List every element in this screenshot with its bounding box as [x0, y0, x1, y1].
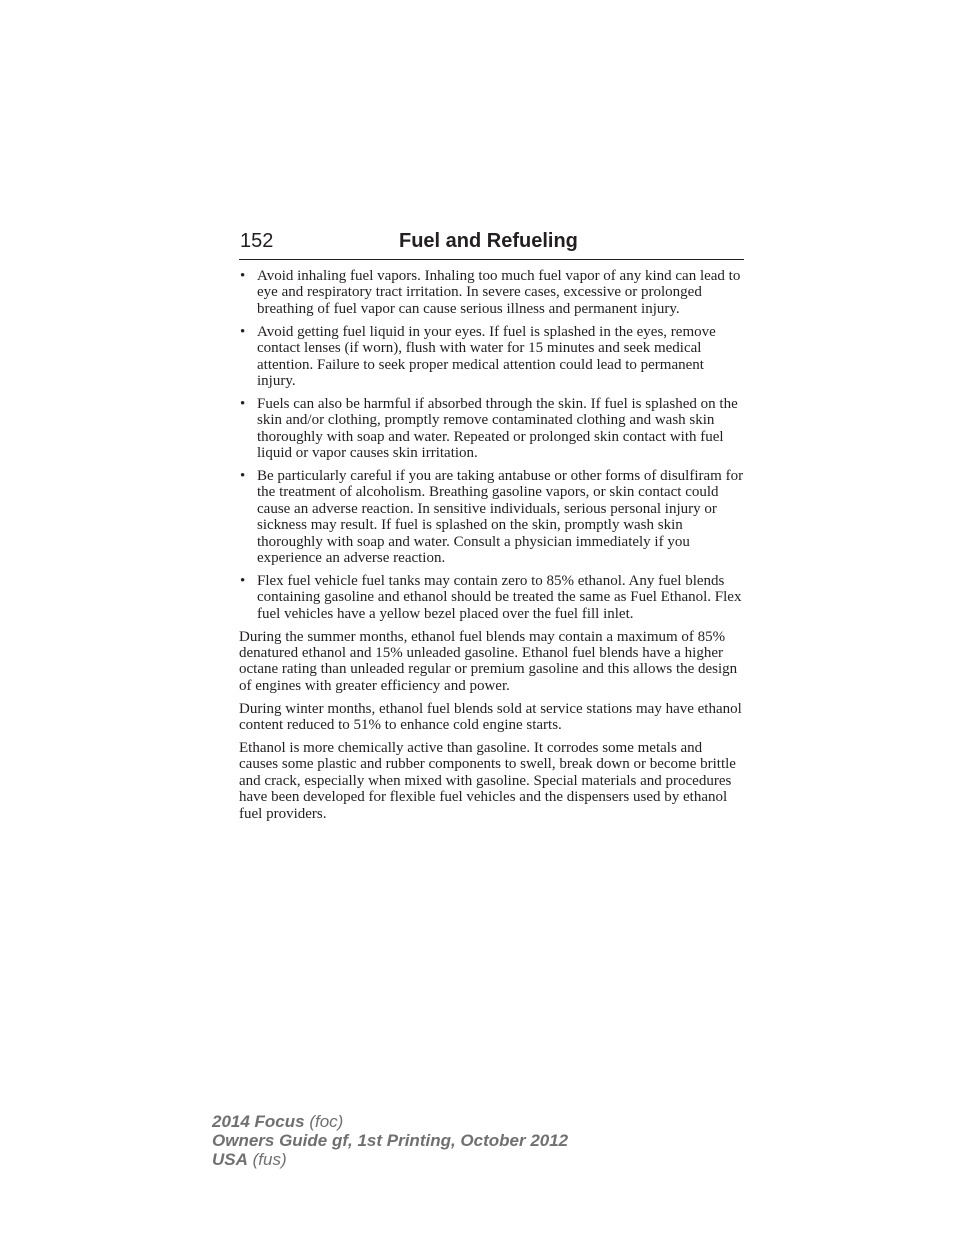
bullet-text: Be particularly careful if you are taking antabuse or other forms of disulfiram for the treatment of alcoholism. Breathing gasoline vapors, or skin contact could cause an adverse reaction. In sensitive individuals, serious personal injury or sickness may result. If fuel is splashed on the skin, promptly wash skin thoroughly with soap and water. Consult a physician immediately if you experience an adverse reaction. [257, 467, 744, 566]
footer-market: USA [212, 1150, 248, 1169]
bullet-marker: • [240, 572, 246, 589]
bullet-text: Avoid inhaling fuel vapors. Inhaling too much fuel vapor of any kind can lead to eye and respiratory tract irritation. In severe cases, excessive or prolonged breathing of fuel vapor can cause serious illness and permanent injury. [257, 268, 741, 317]
bullet-marker: • [240, 323, 246, 340]
page-body [239, 268, 744, 829]
bullet-marker: • [240, 268, 246, 284]
paragraph-ethanol-chemistry: Ethanol is more chemically active than gasoline. It corrodes some metals and causes some plastic and rubber components to swell, break down or become brittle and crack, especially when mixed with gasoline. Special materials and procedures have been developed for flexible fuel vehicles and the dispensers used by ethanol fuel providers. [239, 740, 736, 822]
list-item [239, 396, 744, 462]
bullet-text: Avoid getting fuel liquid in your eyes. If fuel is splashed in the eyes, remove contact lenses (if worn), flush with water for 15 minutes and seek medical attention. Failure to seek proper medical attention could lead to permanent injury. [257, 323, 716, 389]
footer-model-code: (foc) [304, 1112, 344, 1131]
footer-model-line [212, 1112, 568, 1131]
footer-printing-line [212, 1131, 568, 1150]
footer-model: 2014 Focus [212, 1112, 305, 1131]
bullet-list [239, 268, 744, 622]
page-footer [212, 1112, 568, 1169]
bullet-marker: • [240, 395, 246, 412]
bullet-marker: • [240, 467, 246, 484]
footer-market-code: (fus) [247, 1150, 287, 1169]
bullet-text: Fuels can also be harmful if absorbed through the skin. If fuel is splashed on the skin and/or clothing, promptly remove contaminated clothing and wash skin thoroughly with soap and water. Repeated or prolonged skin contact with fuel liquid or vapor causes skin irritation. [257, 395, 738, 462]
list-item [239, 268, 744, 317]
list-item [239, 573, 744, 622]
bullet-text: Flex fuel vehicle fuel tanks may contain zero to 85% ethanol. Any fuel blends containing gasoline and ethanol should be treated the same as Fuel Ethanol. Flex fuel vehicles have a yellow bezel placed over the fuel fill inlet. [257, 572, 742, 622]
page-number: 152 [240, 230, 274, 252]
page-title: Fuel and Refueling [399, 230, 578, 252]
list-item [239, 468, 744, 566]
footer-market-line [212, 1150, 568, 1169]
paragraph-winter-blends: During winter months, ethanol fuel blends sold at service stations may have ethanol content reduced to 51% to enhance cold engine starts. [239, 700, 742, 734]
list-item [239, 324, 744, 390]
page-header [239, 228, 744, 260]
footer-printing: Owners Guide gf, 1st Printing, October 2012 [212, 1131, 569, 1150]
paragraph-summer-blends: During the summer months, ethanol fuel blends may contain a maximum of 85% denatured ethanol and 15% unleaded gasoline. Ethanol fuel blends have a higher octane rating than unleaded regular or premium gasoline and this allows the design of engines with greater efficiency and power. [239, 628, 738, 694]
